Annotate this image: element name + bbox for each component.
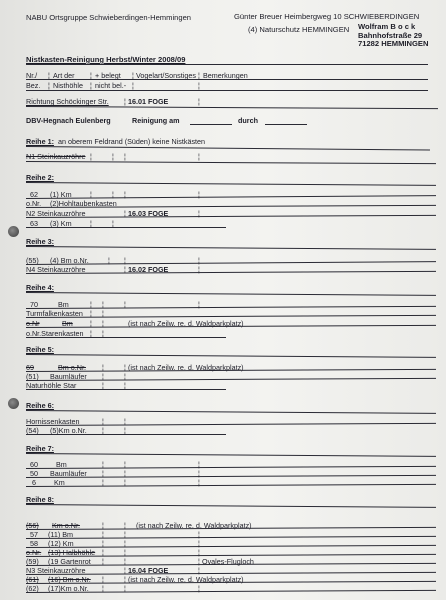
col-bemerkungen: Bemerkungen bbox=[203, 71, 248, 80]
punch-hole-top bbox=[8, 226, 19, 237]
reihe-2-label: Reihe 2: bbox=[26, 173, 54, 182]
reihe-7-r2-nr: 50 bbox=[30, 469, 38, 478]
rule bbox=[26, 64, 428, 65]
reihe-5-label: Reihe 5: bbox=[26, 345, 54, 354]
reihe-4-label: Reihe 4: bbox=[26, 283, 54, 292]
col-nr: Nr./ bbox=[26, 71, 38, 80]
reihe-3-r2-code: 16.02 FOGE bbox=[128, 265, 169, 274]
reihe-3-r1-nr: (55) bbox=[26, 256, 39, 265]
reihe-8-r6-code: 16.04 FOGE bbox=[128, 566, 169, 575]
reihe-2-r2-art: (2)Hohltaubenkasten bbox=[50, 199, 117, 208]
reihe-7-r3-nr: 6 bbox=[32, 478, 36, 487]
reihe-8-r2-art: (11) Bm bbox=[48, 530, 74, 539]
contact-right-street: Bahnhofstraße 29 bbox=[358, 31, 423, 40]
reihe-8-r5-note: Ovales-Flugloch bbox=[202, 557, 254, 566]
reihe-2-r3-nr: N2 Steinkauzröhre bbox=[26, 209, 86, 218]
reihe-7-r2-art: Baumläufer bbox=[50, 469, 87, 478]
contact-left-2: (4) Naturschutz HEMMINGEN bbox=[248, 25, 350, 34]
reihe-5-r3-nr: Naturhöhle Star bbox=[26, 381, 77, 390]
reihe-4-r2-nr: Turmfalkenkasten bbox=[26, 309, 83, 318]
reihe-6-r2-nr: (54) bbox=[26, 426, 39, 435]
reihe-7-label: Reihe 7: bbox=[26, 444, 54, 453]
col-art: Art der bbox=[53, 71, 75, 80]
form-title: Nistkasten-Reinigung Herbst/Winter 2008/09 bbox=[26, 55, 186, 64]
col-nisthoehle: Nisthöhle bbox=[53, 81, 83, 90]
contact-right-city: 71282 HEMMINGEN bbox=[358, 39, 429, 48]
reihe-6-label: Reihe 6: bbox=[26, 401, 54, 410]
reihe-4-r3-note: (ist nach Zeilw. re. d. Waldparkplatz) bbox=[128, 319, 244, 328]
reihe-1-label: Reihe 1: bbox=[26, 137, 54, 146]
reihe-5-r1-note: (ist nach Zeilw. re. d. Waldparkplatz) bbox=[128, 363, 244, 372]
reihe-3-label: Reihe 3: bbox=[26, 237, 54, 246]
reihe-1-note: an oberem Feldrand (Süden) keine Nistkästen bbox=[58, 137, 206, 146]
reihe-8-r6-nr: N3 Steinkauzröhre bbox=[26, 566, 86, 575]
reihe-8-r7-nr: (61) bbox=[26, 575, 39, 584]
contact-right-name: Wolfram B o c k bbox=[358, 22, 416, 31]
reihe-4-r3-art: Bm bbox=[62, 319, 73, 328]
reihe-7-r1-art: Bm bbox=[56, 460, 67, 469]
reihe-8-r8-art: (17)Km o.Nr. bbox=[48, 584, 89, 593]
reihe-8-r7-art: (16) Bm o.Nr. bbox=[48, 575, 91, 584]
col-vogelart: Vogelart/Sonstiges bbox=[136, 71, 196, 80]
reihe-5-r2-nr: (51) bbox=[26, 372, 39, 381]
reihe-8-r7-note: (ist nach Zeilw. re. d. Waldparkplatz) bbox=[128, 575, 244, 584]
reihe-2-r3-code: 16.03 FOGE bbox=[128, 209, 169, 218]
reihe-2-r2-nr: o.Nr. bbox=[26, 199, 42, 208]
reihe-6-r1-nr: Hornissenkasten bbox=[26, 417, 80, 426]
reihe-8-r8-nr: (62) bbox=[26, 584, 39, 593]
reihe-5-r1-nr: 69 bbox=[26, 363, 34, 372]
org-name: NABU Ortsgruppe Schwieberdingen-Hemmingen bbox=[26, 13, 192, 22]
reihe-8-r4-nr: o.Nr. bbox=[26, 548, 42, 557]
reihe-4-r4-nr: o.Nr.Starenkasten bbox=[26, 329, 84, 338]
reinigung-label: Reinigung am bbox=[132, 116, 180, 125]
reihe-6-r2-art: (5)Km o.Nr. bbox=[50, 426, 87, 435]
reihe-8-r4-art: (13) Halbhöhle bbox=[48, 548, 96, 557]
reihe-3-r1-art: (4) Bm o.Nr. bbox=[50, 256, 89, 265]
reihe-3-r2-nr: N4 Steinkauzröhre bbox=[26, 265, 86, 274]
col-belegt: + belegt bbox=[95, 71, 121, 80]
reihe-4-r1-art: Bm bbox=[58, 300, 69, 309]
reihe-8-r5-art: (19 Gartenrot bbox=[48, 557, 91, 566]
reihe-8-r1-note: (ist nach Zeilw. re. d. Waldparkplatz) bbox=[136, 521, 252, 530]
reihe-8-r1-nr: (56) bbox=[26, 521, 39, 530]
punch-hole-bottom bbox=[8, 398, 19, 409]
document-page: NABU Ortsgruppe Schwieberdingen-Hemmingen Günter Breuer Heimbergweg 10 SCHWIEBERDINGEN (4) Naturschutz HEMMINGEN Wolfram B o c k Bahnhofstraße 29 71282 HEMMINGEN Nistkasten-Reinigung Herbst/Winter 2008/09 Nr./ Bez. ¦ ¦ Art der Nisthöhle ¦ ¦ + belegt nicht bel.- ¦ ¦ Vogelart/Sonstiges ¦ ¦ Bemerkungen Richtung Schöckinger Str. ¦ 16.01 FOGE ¦ DBV-Hegnach Eulenberg Reinigung am durch Reihe 1: an oberem Feldrand (Süden) keine Nistkästen N1 Steinkauzröhre ¦ ¦ ¦ ¦ Reihe 2: 62 (1) Km ¦ ¦ ¦ ¦ o.Nr. (2)Hohltaubenkasten N2 Steinkauzröhre ¦ 16.03 FOGE ¦ 63 (3) Km ¦ ¦ Reihe 3: (55) (4) Bm o.Nr. ¦ ¦ ¦ N4 Steinkauzröhre ¦ 16.02 FOGE ¦ Reihe 4: 70 Bm ¦ ¦ ¦ ¦ Turmfalkenkasten ¦ ¦ o.Nr Bm ¦ ¦ (ist nach Zeilw. re. d. Waldparkplatz) o.Nr.Starenkasten ¦ ¦ Reihe 5: 69 Bm o.Nr. ¦ ¦ (ist nach Zeilw. re. d. Waldparkplatz) (51) Baumläufer ¦ ¦ Naturhöhle Star ¦ ¦ Reihe 6: Hornissenkasten ¦ ¦ (54) (5)Km o.Nr. ¦ ¦ Reihe 7: 60 Bm ¦ ¦ ¦ 50 Baumläufer ¦ ¦ ¦ 6 Km ¦ ¦ ¦ Reihe 8: (56) Km o.Nr. ¦ ¦ (ist nach Zeilw. re. d. Waldparkplatz) 57 (11) Bm ¦ ¦ ¦ 58 (12) Km ¦ ¦ ¦ o.Nr. (13) Halbhöhle ¦ ¦ ¦ (59) (19 Gartenrot ¦ ¦ ¦ Ovales-Flugloch N3 Steinkauzröhre ¦ 16.04 FOGE ¦ (61) (16) Bm o.Nr. ¦ ¦ (ist nach Zeilw. re. d. Waldparkplatz) (62) (17)Km o.Nr. ¦ ¦ ¦ bbox=[0, 0, 446, 600]
col-nicht-belegt: nicht bel.- bbox=[95, 81, 127, 90]
reihe-8-r1-art: Km o.Nr. bbox=[52, 521, 80, 530]
reihe-2-r1-nr: 62 bbox=[30, 190, 38, 199]
contact-left: Günter Breuer Heimbergweg 10 SCHWIEBERDINGEN bbox=[234, 12, 420, 21]
reihe-8-r3-art: (12) Km bbox=[48, 539, 74, 548]
reihe-5-r1-art: Bm o.Nr. bbox=[58, 363, 86, 372]
reihe-8-r5-nr: (59) bbox=[26, 557, 39, 566]
reihe-2-r1-art: (1) Km bbox=[50, 190, 72, 199]
reihe-7-r3-art: Km bbox=[54, 478, 65, 487]
richtung-code: 16.01 FOGE bbox=[128, 97, 169, 106]
reihe-8-r3-nr: 58 bbox=[30, 539, 38, 548]
reihe-8-r2-nr: 57 bbox=[30, 530, 38, 539]
reihe-8-label: Reihe 8: bbox=[26, 495, 54, 504]
reihe-4-r1-nr: 70 bbox=[30, 300, 38, 309]
reihe-4-r3-nr: o.Nr bbox=[26, 319, 40, 328]
richtung-label: Richtung Schöckinger Str. bbox=[26, 97, 109, 106]
reihe-2-r4-art: (3) Km bbox=[50, 219, 72, 228]
col-bez: Bez. bbox=[26, 81, 41, 90]
durch-label: durch bbox=[238, 116, 258, 125]
reihe-7-r1-nr: 60 bbox=[30, 460, 38, 469]
reihe-5-r2-art: Baumläufer bbox=[50, 372, 87, 381]
reihe-1-row-1: N1 Steinkauzröhre bbox=[26, 152, 86, 161]
reihe-2-r4-nr: 63 bbox=[30, 219, 38, 228]
dbv-label: DBV-Hegnach Eulenberg bbox=[26, 116, 111, 125]
